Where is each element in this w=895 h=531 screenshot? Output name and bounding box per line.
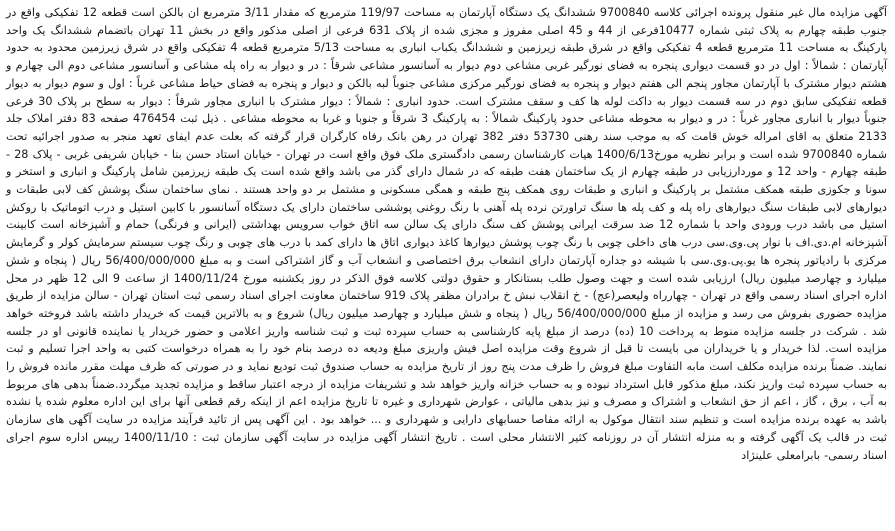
auction-notice-body: آگهی مزایده مال غیر منقول پرونده اجرائی کلاسه 9700840 ششدانگ یک دستگاه آپارتمان به مساحت 119/97 مترمربع که مقدار 3/11 مترمربع ان بالکن است قطعه 12 تفکیکی واقع در جنوب طبقه چهارم به پلاک ثبتی شماره 10477فرعی از 44 و 45 اصلی مفروز و مجزی شده از پلاک 631 فرعی از اصلی مذکور واقع در بخش 11 تهران باتضمام ششدانگ یک واحد پارکینگ به مساحت 11 مترمربع قطعه 4 تفکیکی واقع در شرق طبقه زیرزمین و ششدانگ یکباب انباری به مساحت 5/13 مترمربع قطعه 4 تفکیکی واقع در شرق زیرزمین محدود به حدود آپارتمان : شمالاً : اول در دو قسمت دیواری پنجره به فضای نورگیر غربی مشاعی دوم دیوار به آسانسور مشاعی شرقاً : در و دیوار به راه پله مشاعی و آسانسور مشاعی دوم الی چهارم و هشتم دیوار مشترک با آپارتمان مجاور پنجم الی هفتم دیوار و پنجره به فضای نورگیر مرکزی مشاعی جنوباً لبه بالکن و دیوار و پنجره به فضای حیاط مشاعی غرباً : اول و سوم دیوار به دیوار قطعه تفکیکی سابق دوم در سه قسمت دیوار به داکت لوله ها کف و سقف مشترک است. حدود انباری : شمالاً : دیوار مشترک با انباری مجاور شرقاً : دیوار به سطح بر پلاک 30 فرعی جنوباً دیوار با انباری مجاور غرباً : در و دیوار به محوطه مشاعی حدود پارکینگ شمالاً : به پارکینگ 3 شرقاً و جنوبا و غربا به محوطه مشاعی . ذیل ثبت 476454 صفحه 83 دفتر املاک جلد 2133 متعلق به اقای امراله خوش قامت که به موجب سند رهنی 53730 دفتر 382 تهران در رهن بانک رفاه کارگران قرار گرفته که بعلت عدم ایفای تعهد منجر به صدور اجرائیه تحت شماره 9700840 شده است و برابر نظریه مورخ1400/6/13 هیات کارشناسان رسمی دادگستری ملک فوق واقع است در تهران - خیابان استاد حسن بنا - خیابان شریفی غربی - پلاک 28 - طبقه چهارم - واحد 12 و موردارزیابی در طبقه چهارم از یک ساختمان هفت طبقه که در شمال دارای گذر می باشد واقع شده است یک طبقه زیرزمین شامل پارکینگ و انباری و استخر و سونا و جکوزی طبقه همکف مشتمل بر پارکینگ و انباری و طبقات روی همکف پنج طبقه و همگی مسکونی و مشتمل بر دو واحد هستند . نمای ساختمان سنگ پوشش کف لابی طبقات و دیوارهای لابی طبقات سنگ دیوارهای راه پله و کف پله ها سنگ تراورتن نرده پله آهنی با رنگ روغنی پوششی ساختمان دارای یک دستگاه آسانسور با کابین استیل و درب اتوماتیک با روکش استیل می باشد درب ورودی واحد با شماره 12 ضد سرقت ایرانی پوشش کف سنگ دارای یک سالن سه اتاق خواب سرویس بهداشتی (ایرانی و فرنگی) حمام و آشپزخانه است کابینت آشپزخانه ام.دی.اف با نوار پی.وی.سی درب های داخلی چوبی با رنگ چوب پوشش دیوارها کاغذ دیواری اتاق ها دارای کمد با درب های چوبی و رنگ چوب سیستم سرمایش کولر و گرمایش مرکزی با رادیاتور پنجره ها یو.پی.وی.سی با شیشه دو جداره آپارتمان دارای انشعاب برق اختصاصی و انشعاب آب و گاز اشتراکی است و به مبلغ 56/400/000/000 ریال ( پنجاه و شش میلیارد و چهارصد میلیون ریال) ارزیابی شده است و جهت وصول طلب بستانکار و حقوق دولتی کلاسه فوق الذکر در روز یکشنبه مورخ 1400/11/24 از ساعت 9 الی 12 ظهر در محل اداره اجرای اسناد رسمی واقع در تهران - چهارراه ولیعصر(عج) - خ انقلاب نبش خ برادران مظفر پلاک 919 ساختمان معاونت اجرای اسناد رسمی ثبت استان تهران - سالن مزایده از طریق مزایده حضوری بفروش می رسد و مزایده از مبلغ 56/400/000/000 ریال ( پنجاه و شش میلیارد و چهارصد میلیون ریال) شروع و به بالاترین قیمت که خریدار داشته باشد فروخته خواهد شد . شرکت در جلسه مزایده منوط به پرداخت 10 (ده) درصد از مبلغ پایه کارشناسی به حساب سپرده ثبت و ثبت شناسه واریز اعلامی و حضور خریدار یا نماینده قانونی او در جلسه مزایده است. لذا خریدار و یا خریداران می بایست تا قبل از شروع وقت مزایده اصل فیش واریزی مبلغ ودیعه ده درصد بنام خود را به همراه درخواست کتبی به واحد اجرا تسلیم و ثبت نمایند. ضمناً برنده مزایده مکلف است مابه التفاوت مبلغ فروش را ظرف مدت پنج روز از تاریخ مزایده به حساب صندوق ثبت تودیع نماید و در صورتی که ظرف مهلت مقرر مانده فروش را به حساب سپرده ثبت واریز نکند، مبلغ مذکور قابل استرداد نبوده و به حساب خزانه واریز خواهد شد و تشریفات مزایده از درجه اعتبار ساقط و مزایده تجدید میگردد.ضمناً بدهی های مربوط به آب ، برق ، گاز ، اعم از حق انشعاب و اشتراک و مصرف و نیز بدهی مالیاتی ، عوارض شهرداری و غیره تا تاریخ مزایده اعم از اینکه رقم قطعی آنها برای این اداره معلوم شده یا نشده باشد به عهده برنده مزایده است و تنظیم سند انتقال موکول به ارائه مفاصا حسابهای دارایی و شهرداری و ... خواهد بود . این آگهی پس از تائید فرآیند مزایده در سایت آگهی های سازمان ثبت در قالب یک آگهی گرفته و به منزله انتشار آن در روزنامه کثیر الانتشار محلی است . تاریخ انتشار آگهی مزایده در سایت آگهی سازمان ثبت : 1400/11/10 رییس اداره سوم اجرای اسناد رسمی- بابرامعلی علینژاد: [6, 6, 888, 462]
